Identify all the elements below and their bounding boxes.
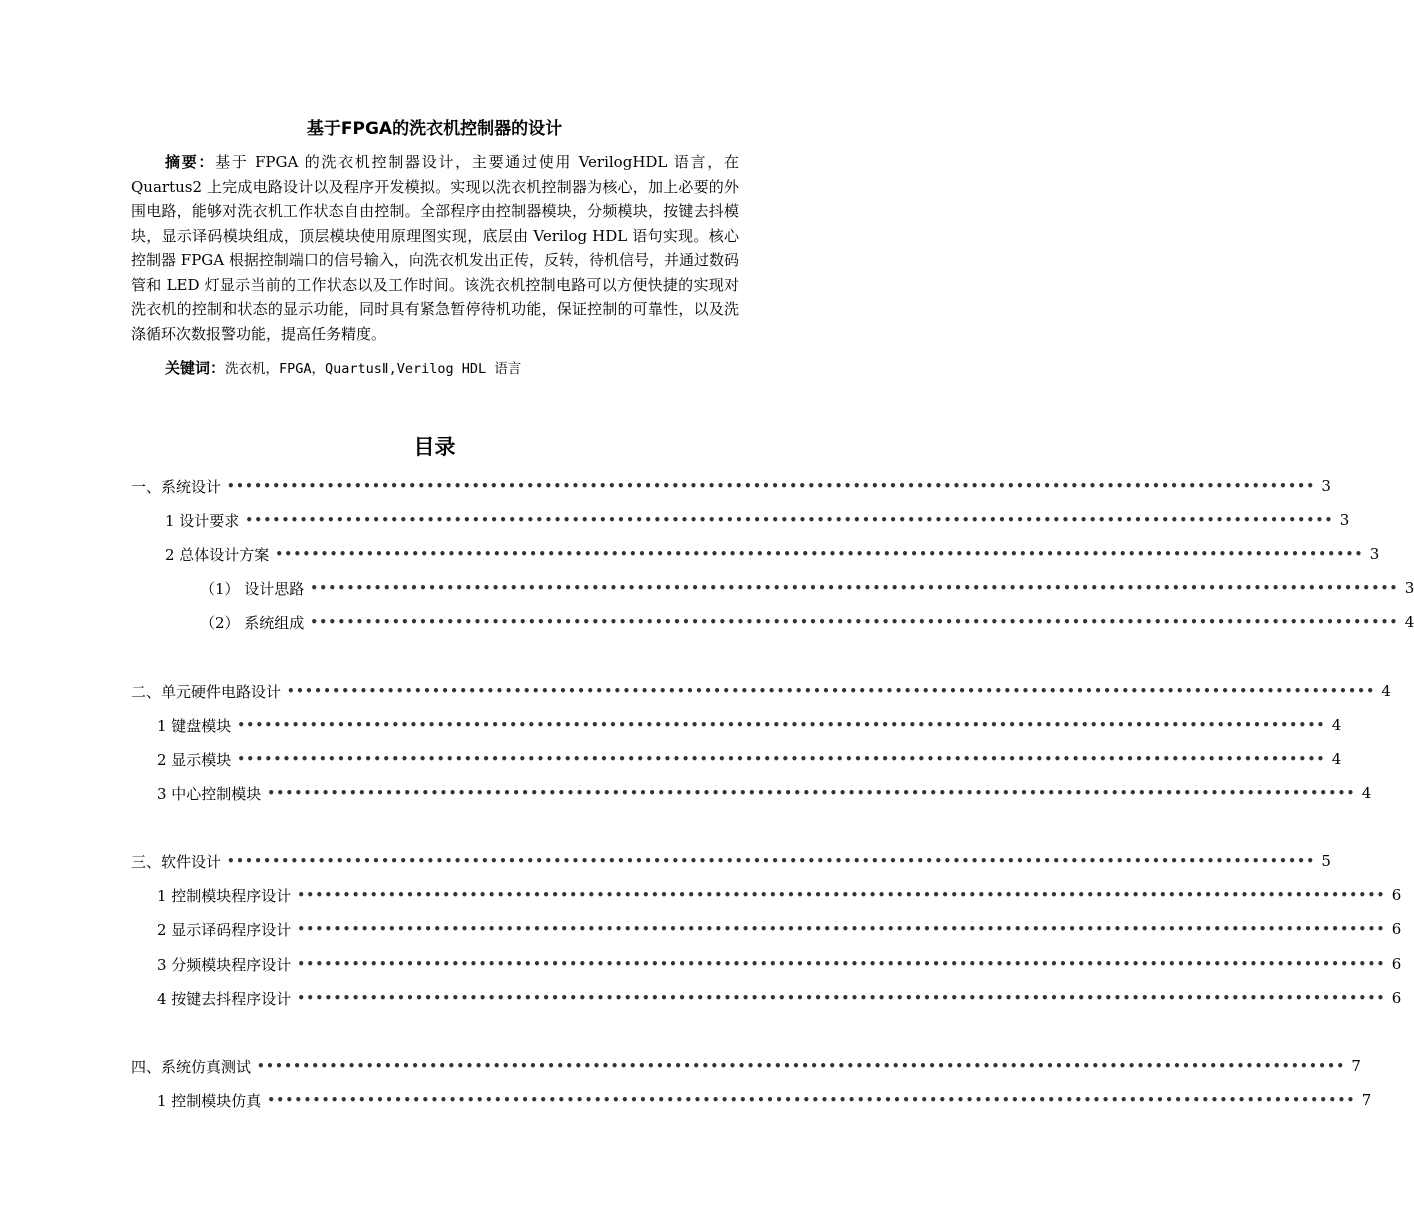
toc-page-number: 5 bbox=[1321, 852, 1331, 870]
toc-entry-2-1[interactable] bbox=[157, 714, 1342, 736]
toc-entry-label: 2 总体设计方案 bbox=[165, 545, 270, 564]
toc-dot-leader: •••••••••••••••••••••••••••••••••••••••••••••••••••••••••••••••••••••••••••••••••••••••••••••••••••••••••••••••••••••••• bbox=[297, 922, 1386, 936]
toc-entry-label: 1 键盘模块 bbox=[157, 716, 232, 735]
toc-heading: 目录 bbox=[413, 435, 456, 459]
toc-entry-2-3[interactable] bbox=[157, 782, 1372, 804]
toc-page-number: 4 bbox=[1331, 750, 1342, 768]
toc-page-number: 6 bbox=[1391, 989, 1402, 1007]
toc-entry-1-1[interactable] bbox=[165, 509, 1350, 531]
toc-page-number: 3 bbox=[1321, 477, 1331, 495]
toc-dot-leader: •••••••••••••••••••••••••••••••••••••••••••••••••••••••••••••••••••••••••••••••••••••••••••••••••••••••••••••••••••••••• bbox=[287, 684, 1376, 698]
toc-entry-section-4[interactable] bbox=[131, 1055, 1361, 1077]
toc-entry-label: （2） 系统组成 bbox=[200, 613, 305, 632]
toc-page-number: 6 bbox=[1391, 886, 1402, 904]
toc-entry-label: 4 按键去抖程序设计 bbox=[157, 989, 292, 1008]
document-title: 基于FPGA的洗衣机控制器的设计 bbox=[306, 119, 563, 139]
keywords-line bbox=[165, 356, 521, 381]
toc-entry-label: （1） 设计思路 bbox=[200, 579, 305, 598]
toc-dot-leader: •••••••••••••••••••••••••••••••••••••••••••••••••••••••••••••••••••••••••••••••••••••••••••••••••••••••••••••••••••••••• bbox=[227, 479, 1316, 493]
toc-entry-label: 1 控制模块仿真 bbox=[157, 1091, 262, 1110]
toc-page-number: 6 bbox=[1391, 920, 1402, 938]
toc-page-number: 4 bbox=[1331, 716, 1342, 734]
toc-entry-3-2[interactable] bbox=[157, 918, 1402, 940]
abstract-label: 摘要： bbox=[165, 153, 216, 171]
toc-entry-label: 3 中心控制模块 bbox=[157, 784, 262, 803]
toc-entry-1-2[interactable] bbox=[165, 543, 1380, 565]
abstract-text: 基于 FPGA 的洗衣机控制器设计，主要通过使用 VerilogHDL 语言，在 Quartus2 上完成电路设计以及程序开发模拟。实现以洗衣机控制器为核心，加上必要的外围电路，能够对洗衣机工作状态自由控制。全部程序由控制器模块，分频模块，按键去抖模块，显示译码模块组成，顶层模块使用原理图实现，底层由 Verilog HDL 语句实现。核心控制器 FPGA 根据控制端口的信号输入，向洗衣机发出正传，反转，待机信号，并通过数码管和 LED 灯显示当前的工作状态以及工作时间。该洗衣机控制电路可以方便快捷的实现对洗衣机的控制和状态的显示功能，同时具有紧急暂停待机功能，保证控制的可靠性，以及洗涤循环次数报警功能，提高任务精度。 bbox=[131, 153, 739, 343]
toc-entry-4-1[interactable] bbox=[157, 1089, 1372, 1111]
toc-entry-section-3[interactable] bbox=[131, 850, 1331, 872]
toc-dot-leader: •••••••••••••••••••••••••••••••••••••••••••••••••••••••••••••••••••••••••••••••••••••••••••••••••••••••••••••••••••••••• bbox=[310, 615, 1399, 629]
toc-dot-leader: •••••••••••••••••••••••••••••••••••••••••••••••••••••••••••••••••••••••••••••••••••••••••••••••••••••••••••••••••••••••• bbox=[227, 854, 1316, 868]
toc-entry-1-2-1[interactable] bbox=[200, 577, 1414, 599]
toc-entry-3-3[interactable] bbox=[157, 953, 1402, 975]
toc-entry-label: 三、软件设计 bbox=[131, 852, 222, 871]
toc-entry-3-4[interactable] bbox=[157, 987, 1402, 1009]
toc-entry-label: 2 显示译码程序设计 bbox=[157, 920, 292, 939]
toc-dot-leader: •••••••••••••••••••••••••••••••••••••••••••••••••••••••••••••••••••••••••••••••••••••••••••••••••••••••••••••••••••••••• bbox=[245, 513, 1334, 527]
toc-dot-leader: •••••••••••••••••••••••••••••••••••••••••••••••••••••••••••••••••••••••••••••••••••••••••••••••••••••••••••••••••••••••• bbox=[310, 581, 1399, 595]
toc-entry-label: 1 控制模块程序设计 bbox=[157, 886, 292, 905]
toc-dot-leader: •••••••••••••••••••••••••••••••••••••••••••••••••••••••••••••••••••••••••••••••••••••••••••••••••••••••••••••••••••••••• bbox=[257, 1059, 1346, 1073]
keywords-text: 洗衣机，FPGA，QuartusⅡ,Verilog HDL 语言 bbox=[225, 361, 522, 377]
toc-dot-leader: •••••••••••••••••••••••••••••••••••••••••••••••••••••••••••••••••••••••••••••••••••••••••••••••••••••••••••••••••••••••• bbox=[275, 547, 1364, 561]
toc-dot-leader: •••••••••••••••••••••••••••••••••••••••••••••••••••••••••••••••••••••••••••••••••••••••••••••••••••••••••••••••••••••••• bbox=[237, 718, 1326, 732]
toc-dot-leader: •••••••••••••••••••••••••••••••••••••••••••••••••••••••••••••••••••••••••••••••••••••••••••••••••••••••••••••••••••••••• bbox=[237, 752, 1326, 766]
toc-dot-leader: •••••••••••••••••••••••••••••••••••••••••••••••••••••••••••••••••••••••••••••••••••••••••••••••••••••••••••••••••••••••• bbox=[297, 888, 1386, 902]
toc-page-number: 3 bbox=[1369, 545, 1380, 563]
abstract-paragraph bbox=[131, 150, 739, 346]
toc-page-number: 4 bbox=[1404, 613, 1414, 631]
toc-page-number: 6 bbox=[1391, 955, 1402, 973]
toc-page-number: 4 bbox=[1361, 784, 1372, 802]
toc-entry-section-1[interactable] bbox=[131, 475, 1331, 497]
toc-dot-leader: •••••••••••••••••••••••••••••••••••••••••••••••••••••••••••••••••••••••••••••••••••••••••••••••••••••••••••••••••••••••• bbox=[267, 1093, 1356, 1107]
toc-page-number: 7 bbox=[1351, 1057, 1361, 1075]
toc-entry-label: 一、系统设计 bbox=[131, 477, 222, 496]
toc-entry-1-2-2[interactable] bbox=[200, 611, 1414, 633]
toc-entry-3-1[interactable] bbox=[157, 884, 1402, 906]
toc-entry-label: 1 设计要求 bbox=[165, 511, 240, 530]
toc-page-number: 3 bbox=[1404, 579, 1414, 597]
toc-entry-section-2[interactable] bbox=[131, 680, 1391, 702]
toc-entry-label: 四、系统仿真测试 bbox=[131, 1057, 252, 1076]
toc-entry-label: 二、单元硬件电路设计 bbox=[131, 682, 282, 701]
toc-page-number: 7 bbox=[1361, 1091, 1372, 1109]
toc-entry-2-2[interactable] bbox=[157, 748, 1342, 770]
keywords-label: 关键词： bbox=[165, 359, 226, 377]
toc-dot-leader: •••••••••••••••••••••••••••••••••••••••••••••••••••••••••••••••••••••••••••••••••••••••••••••••••••••••••••••••••••••••• bbox=[297, 957, 1386, 971]
toc-entry-label: 3 分频模块程序设计 bbox=[157, 955, 292, 974]
toc-page-number: 4 bbox=[1381, 682, 1391, 700]
toc-dot-leader: •••••••••••••••••••••••••••••••••••••••••••••••••••••••••••••••••••••••••••••••••••••••••••••••••••••••••••••••••••••••• bbox=[267, 786, 1356, 800]
toc-entry-label: 2 显示模块 bbox=[157, 750, 232, 769]
toc-page-number: 3 bbox=[1339, 511, 1350, 529]
toc-dot-leader: •••••••••••••••••••••••••••••••••••••••••••••••••••••••••••••••••••••••••••••••••••••••••••••••••••••••••••••••••••••••• bbox=[297, 991, 1386, 1005]
